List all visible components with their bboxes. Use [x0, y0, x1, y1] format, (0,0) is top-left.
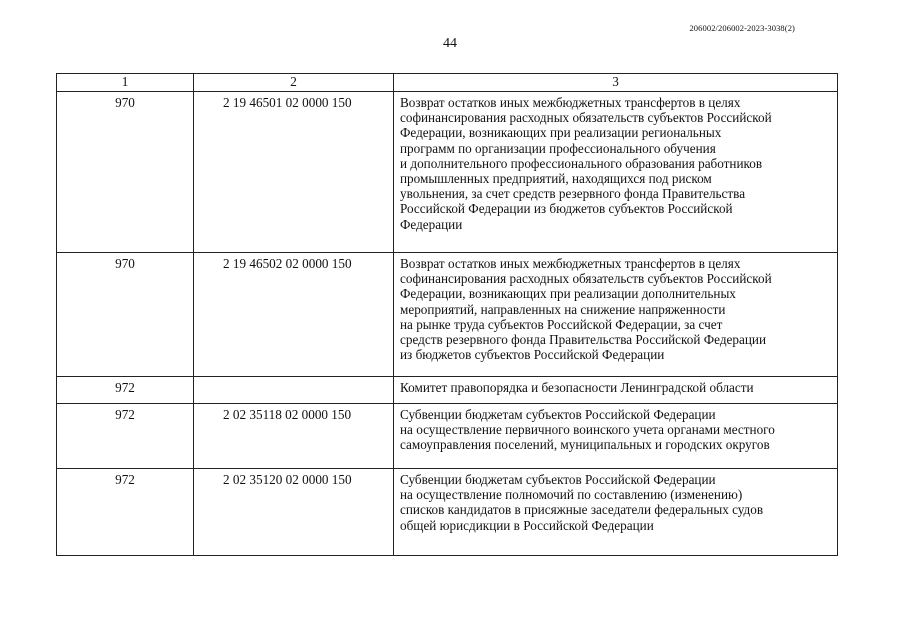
- table-row: [57, 377, 838, 404]
- budget-classification-table: [56, 73, 838, 556]
- description-cell: [394, 377, 838, 404]
- column-header-1: 1: [57, 74, 194, 92]
- budget-code-cell: [194, 377, 394, 404]
- budget-code-cell: 2 19 46502 02 0000 150: [194, 253, 394, 377]
- admin-code-cell: 972: [57, 404, 194, 469]
- description-line: Возврат остатков иных межбюджетных трансфертов в целях: [400, 256, 741, 271]
- description-line: на рынке труда субъектов Российской Федерации, за счет: [400, 316, 723, 332]
- document-id: 206002/206002-2023-3038(2): [689, 23, 795, 33]
- description-cell: [394, 469, 838, 556]
- description-line: Федерации, возникающих при реализации дополнительных: [400, 286, 736, 302]
- table-row: [57, 469, 838, 556]
- table-row: [57, 253, 838, 377]
- column-header-2: 2: [194, 74, 394, 92]
- description-line: Возврат остатков иных межбюджетных трансфертов в целях: [400, 95, 741, 110]
- description-line: Федерации, возникающих при реализации региональных: [400, 125, 722, 141]
- admin-code-cell: 970: [57, 253, 194, 377]
- budget-code-cell: 2 02 35118 02 0000 150: [194, 404, 394, 469]
- description-line: Комитет правопорядка и безопасности Ленинградской области: [400, 380, 754, 395]
- admin-code-cell: 972: [57, 469, 194, 556]
- description-line: Субвенции бюджетам субъектов Российской Федерации: [400, 407, 716, 422]
- admin-code-cell: 972: [57, 377, 194, 404]
- description-line: увольнения, за счет средств резервного фонда Правительства: [400, 186, 746, 202]
- description-line: софинансирования расходных обязательств субъектов Российской: [400, 271, 772, 287]
- page-number: 44: [443, 36, 457, 51]
- description-line: Субвенции бюджетам субъектов Российской Федерации: [400, 472, 716, 487]
- description-line: самоуправления поселений, муниципальных и городских округов: [400, 437, 770, 453]
- description-line: мероприятий, направленных на снижение напряженности: [400, 301, 726, 317]
- description-line: софинансирования расходных обязательств субъектов Российской: [400, 110, 772, 126]
- description-line: на осуществление первичного воинского учета органами местного: [400, 422, 775, 438]
- budget-code-cell: 2 19 46501 02 0000 150: [194, 92, 394, 253]
- table-row: [57, 92, 838, 253]
- column-header-3: 3: [394, 74, 838, 92]
- description-line: программ по организации профессионального обучения: [400, 140, 716, 156]
- admin-code-cell: 970: [57, 92, 194, 253]
- description-cell: [394, 92, 838, 253]
- description-line: из бюджетов субъектов Российской Федерации: [400, 347, 665, 363]
- description-line: средств резервного фонда Правительства Российской Федерации: [400, 332, 766, 348]
- description-line: промышленных предприятий, находящихся под риском: [400, 171, 712, 187]
- description-line: общей юрисдикции в Российской Федерации: [400, 517, 654, 533]
- description-line: Российской Федерации из бюджетов субъектов Российской: [400, 201, 733, 217]
- description-line: на осуществление полномочий по составлению (изменению): [400, 487, 743, 503]
- description-line: Федерации: [400, 216, 463, 232]
- table-header-row: [57, 74, 838, 92]
- description-cell: [394, 253, 838, 377]
- description-line: списков кандидатов в присяжные заседатели федеральных судов: [400, 502, 764, 518]
- description-cell: [394, 404, 838, 469]
- table-row: [57, 404, 838, 469]
- budget-code-cell: 2 02 35120 02 0000 150: [194, 469, 394, 556]
- description-line: и дополнительного профессионального образования работников: [400, 155, 763, 171]
